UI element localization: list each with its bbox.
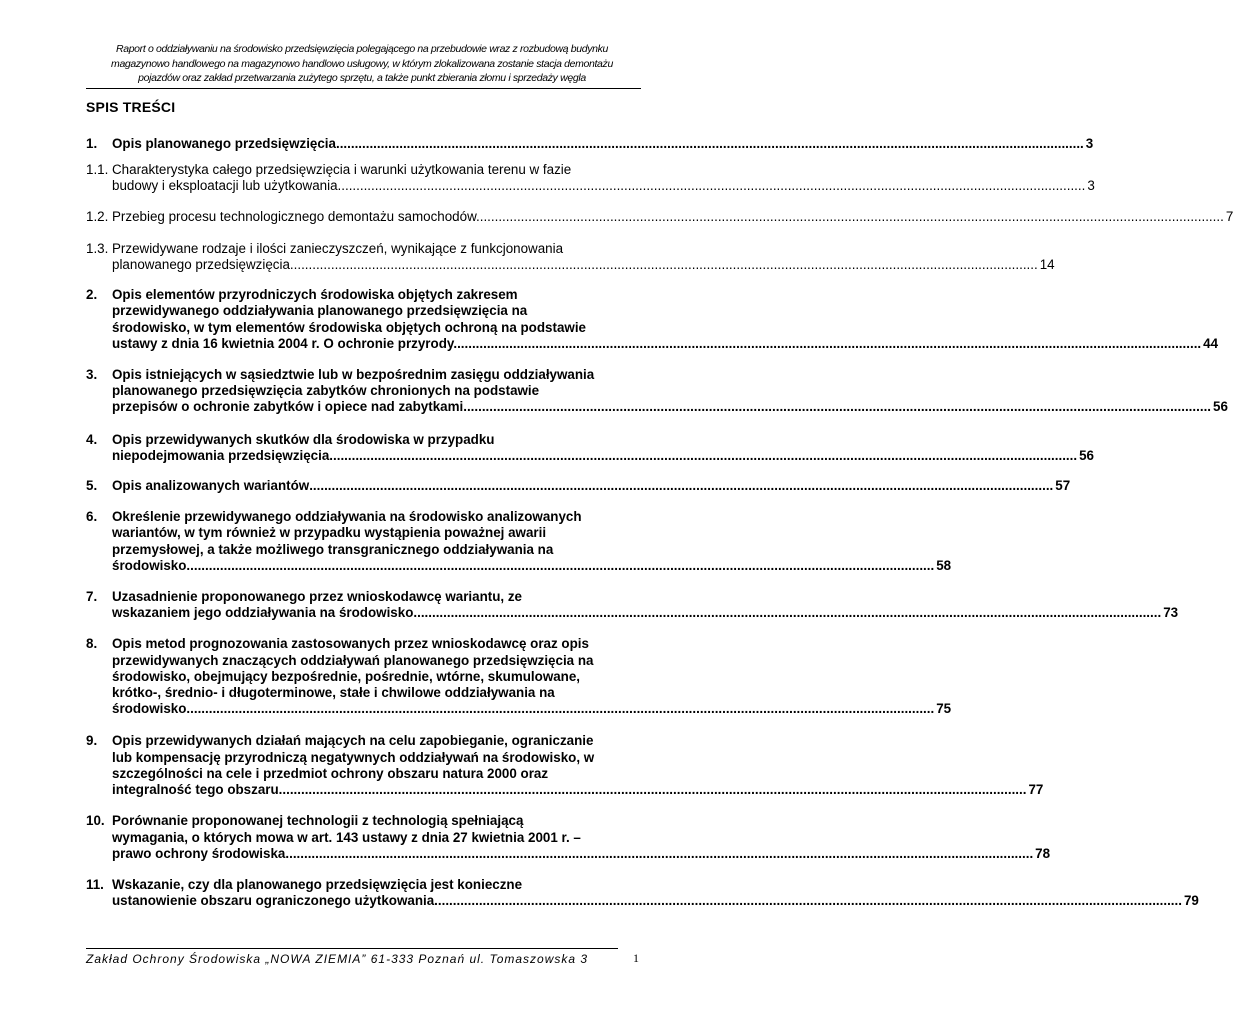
toc-entry-line: krótko-, średnio- i długoterminowe, stałe i chwilowe oddziaływania na: [112, 685, 555, 701]
toc-entry[interactable]: [86, 162, 1095, 194]
toc-entry-number: 5.: [86, 478, 98, 494]
toc-entry-number: 1.1.: [86, 162, 109, 178]
toc-entry-page: 44: [1203, 335, 1219, 351]
toc-entry-text: [112, 877, 1199, 909]
toc-entry-page: 78: [1035, 845, 1051, 861]
table-of-contents: [86, 136, 1233, 909]
toc-entry-page: 56: [1079, 447, 1094, 463]
toc-entry-page: 77: [1028, 782, 1044, 798]
toc-entry-line: przepisów o ochronie zabytków i opiece nad zabytkami.: [112, 399, 467, 415]
toc-entry-page: 3: [1085, 136, 1094, 151]
toc-entry-text: [112, 636, 951, 717]
toc-entry[interactable]: [86, 431, 1094, 464]
toc-entry-line: przemysłowej, a także możliwego transgranicznego oddziaływania na: [112, 541, 554, 557]
toc-entry[interactable]: [86, 240, 1055, 273]
toc-entry-line: Opis analizowanych wariantów: [112, 478, 310, 494]
toc-entry-line: wskazaniem jego oddziaływania na środowisko.: [112, 605, 418, 621]
toc-entry[interactable]: [86, 478, 1071, 494]
dot-leader: ........................................................................................................................................................................................................: [341, 178, 1086, 194]
toc-entry-line: wymagania, o których mowa w art. 143 ustawy z dnia 27 kwietnia 2001 r. –: [112, 829, 581, 845]
footer-text: Zakład Ochrony Środowiska „NOWA ZIEMIA” 61-333 Poznań ul. Tomaszowska 3: [86, 952, 589, 966]
toc-entry[interactable]: [86, 509, 952, 574]
toc-entry-page: 3: [1087, 178, 1095, 194]
toc-entry-page: 58: [936, 557, 952, 573]
toc-entry-text: [112, 367, 1228, 416]
toc-entry-line: Opis planowanego przedsięwzięcia.: [112, 136, 340, 151]
toc-entry[interactable]: [86, 287, 1219, 352]
toc-entry-line: budowy i eksploatacji lub użytkowania.: [112, 178, 342, 194]
toc-entry-line: Opis elementów przyrodniczych środowiska objętych zakresem: [112, 287, 518, 303]
toc-entry-line: Opis istniejących w sąsiedztwie lub w bezpośrednim zasięgu oddziaływania: [112, 367, 595, 383]
toc-entry-number: 1.: [86, 136, 98, 151]
toc-entry-text: [112, 136, 1093, 152]
toc-entry-page: 14: [1039, 257, 1055, 273]
toc-entry-line: ustawy z dnia 16 kwietnia 2004 r. O ochronie przyrody.: [112, 335, 458, 351]
header-divider: [86, 88, 641, 89]
toc-entry-line: środowisko, w tym elementów środowiska objętych ochroną na podstawie: [112, 319, 586, 335]
dot-leader: ........................................................................................................................................................................................................: [417, 605, 1162, 621]
dot-leader: ........................................................................................................................................................................................................: [190, 701, 935, 717]
dot-leader: ........................................................................................................................................................................................................: [457, 335, 1202, 351]
toc-entry-text: [112, 733, 1043, 798]
toc-entry-text: [112, 509, 951, 574]
toc-entry-page: 79: [1183, 893, 1199, 909]
toc-entry[interactable]: [86, 208, 1233, 225]
header-line: Raport o oddziaływaniu na środowisko przedsięwzięcia polegającego na przebudowie wraz z rozbudową budynku: [115, 43, 609, 55]
toc-entry-number: 1.3.: [86, 240, 109, 256]
header-line: magazynowo handlowego na magazynowo handlowo usługowy, w którym zlokalizowana zostanie stacja demontażu: [111, 57, 613, 70]
toc-entry-page: 73: [1163, 605, 1179, 621]
toc-entry[interactable]: [86, 136, 1094, 152]
toc-entry-number: 4.: [86, 431, 98, 447]
dot-leader: ........................................................................................................................................................................................................: [190, 557, 935, 573]
toc-entry-line: Przebieg procesu technologicznego demontażu samochodów.: [112, 208, 480, 224]
toc-entry[interactable]: [86, 813, 1051, 862]
toc-entry-line: planowanego przedsięwzięcia zabytków chronionych na podstawie: [112, 383, 540, 399]
toc-entry-number: 10.: [86, 813, 105, 829]
toc-entry-line: Określenie przewidywanego oddziaływania na środowisko analizowanych: [112, 509, 582, 525]
toc-entry-line: lub kompensację przyrodniczą negatywnych oddziaływań na środowisko, w: [112, 749, 595, 765]
toc-entry-line: Przewidywane rodzaje i ilości zanieczyszczeń, wynikające z funkcjonowania: [112, 240, 564, 256]
toc-entry-line: ustanowienie obszaru ograniczonego użytkowania.: [112, 893, 438, 909]
toc-entry-line: prawo ochrony środowiska.: [112, 845, 290, 861]
toc-entry-line: integralność tego obszaru.: [112, 782, 283, 798]
toc-entry-line: Opis przewidywanych działań mających na celu zapobieganie, ograniczanie: [112, 733, 594, 749]
dot-leader: ........................................................................................................................................................................................................: [437, 893, 1182, 909]
dot-leader: ........................................................................................................................................................................................................: [479, 208, 1224, 224]
toc-entry-text: [112, 287, 1218, 352]
toc-entry[interactable]: [86, 876, 1199, 909]
page-number: 1: [633, 951, 639, 965]
toc-entry-line: planowanego przedsięwzięcia.: [112, 257, 294, 273]
dot-leader: ........................................................................................................................................................................................................: [333, 447, 1078, 463]
toc-title: SPIS TREŚCI: [86, 99, 176, 115]
toc-entry-line: Uzasadnienie proponowanego przez wnioskodawcę wariantu, ze: [112, 589, 522, 605]
footer-divider: [86, 948, 618, 949]
toc-entry-number: 6.: [86, 509, 98, 525]
toc-entry-line: niepodejmowania przedsięwzięcia.: [112, 447, 334, 463]
toc-entry-number: 1.2.: [86, 208, 109, 224]
dot-leader: ........................................................................................................................................................................................................: [293, 257, 1038, 273]
toc-entry[interactable]: [86, 367, 1228, 416]
header-line: pojazdów oraz zakład przetwarzania zużytego sprzętu, a także punkt zbierania złomu i sprzedaży węgla: [138, 72, 586, 84]
toc-entry-number: 11.: [86, 876, 104, 892]
toc-entry[interactable]: [86, 636, 952, 717]
toc-entry-text: [112, 813, 1050, 862]
toc-entry-line: środowisko, obejmujący bezpośrednie, pośrednie, wtórne, skumulowane,: [112, 668, 581, 684]
document-header: [86, 42, 638, 86]
toc-entry-text: [112, 589, 1178, 621]
dot-leader: ........................................................................................................................................................................................................: [339, 136, 1084, 151]
toc-entry-text: [112, 209, 1233, 225]
toc-entry-line: Opis metod prognozowania zastosowanych przez wnioskodawcę oraz opis: [112, 636, 589, 652]
toc-entry-line: Wskazanie, czy dla planowanego przedsięwzięcia jest konieczne: [112, 876, 523, 892]
toc-entry-line: środowisko.: [112, 701, 191, 717]
dot-leader: ........................................................................................................................................................................................................: [466, 399, 1212, 415]
toc-entry-page: 7: [1225, 208, 1233, 224]
toc-entry-line: Opis przewidywanych skutków dla środowiska w przypadku: [112, 431, 495, 447]
dot-leader: ........................................................................................................................................................................................................: [282, 782, 1027, 798]
toc-entry-text: [112, 432, 1094, 464]
dot-leader: ........................................................................................................................................................................................................: [309, 478, 1054, 494]
toc-entry[interactable]: [86, 589, 1179, 621]
toc-entry-line: przewidywanych znaczących oddziaływań planowanego przedsięwzięcia na: [112, 652, 594, 668]
toc-entry-line: wariantów, w tym również w przypadku wystąpienia poważnej awarii: [112, 525, 547, 541]
toc-entry-page: 57: [1055, 478, 1071, 494]
toc-entry-line: szczególności na cele i przedmiot ochrony obszaru natura 2000 oraz: [112, 765, 549, 781]
toc-entry-line: środowisko.: [112, 557, 191, 573]
toc-entry-line: Charakterystyka całego przedsięwzięcia i warunki użytkowania terenu w fazie: [112, 162, 572, 178]
toc-entry-number: 2.: [86, 287, 98, 303]
toc-entry[interactable]: [86, 733, 1044, 798]
toc-entry-text: [112, 241, 1055, 273]
toc-entry-line: przewidywanego oddziaływania planowanego przedsięwzięcia na: [112, 303, 528, 319]
toc-entry-text: [112, 162, 1095, 194]
toc-entry-line: Porównanie proponowanej technologii z technologią spełniającą: [112, 813, 524, 829]
toc-entry-page: 75: [936, 701, 952, 717]
toc-entry-number: 3.: [86, 367, 98, 383]
toc-entry-number: 9.: [86, 733, 98, 749]
toc-entry-text: [112, 478, 1070, 494]
toc-entry-number: 7.: [86, 589, 98, 605]
dot-leader: ........................................................................................................................................................................................................: [289, 845, 1034, 861]
toc-entry-page: 56: [1213, 399, 1228, 415]
toc-entry-number: 8.: [86, 636, 98, 652]
